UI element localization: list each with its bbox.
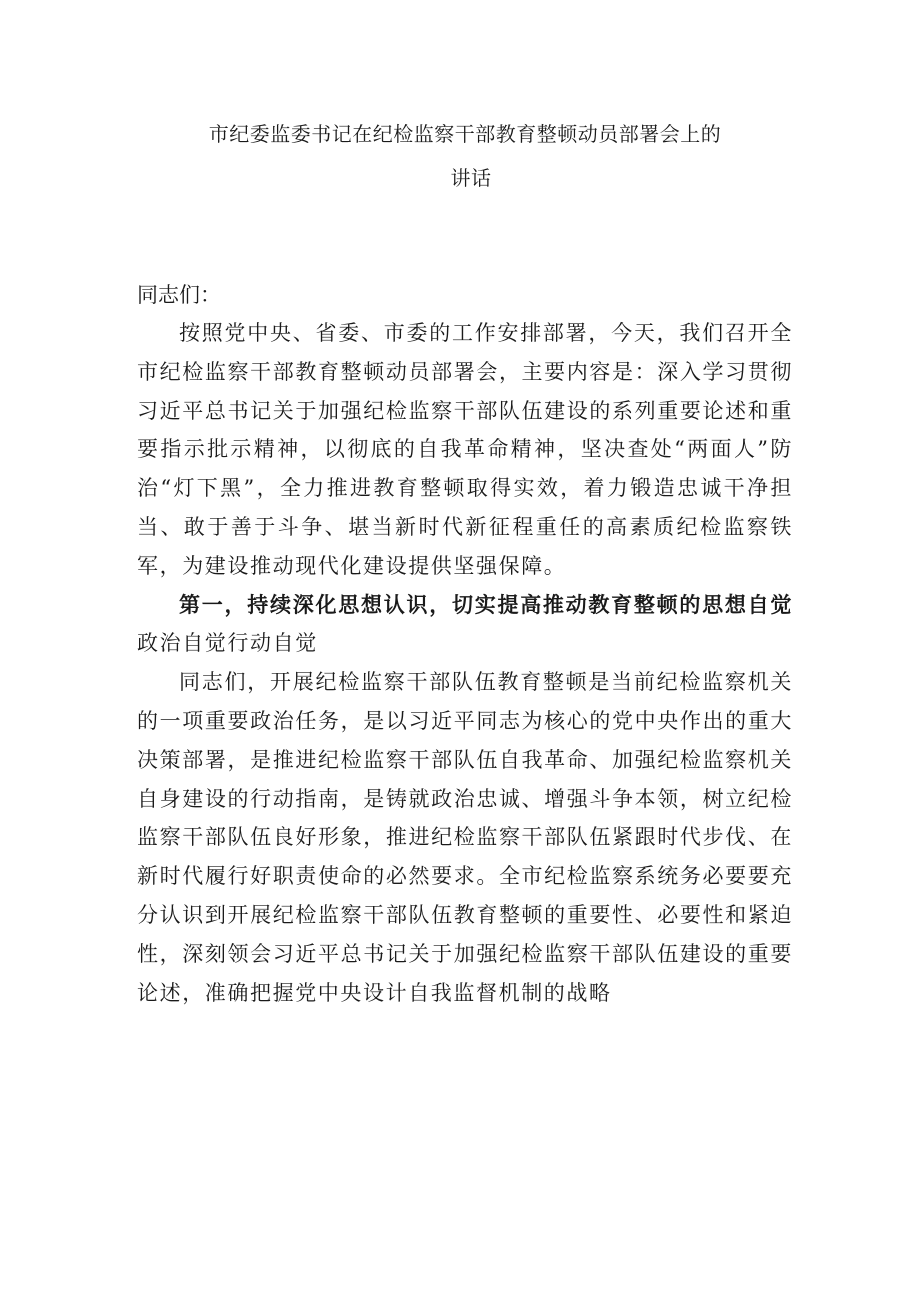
- paragraph-intro: 按照党中央、省委、市委的工作安排部署，今天，我们召开全市纪检监察干部教育整顿动员部署会，主要内容是：深入学习贯彻习近平总书记关于加强纪检监察干部队伍建设的系列重要论述和重要指示批示精神，以彻底的自我革命精神，坚决查处“两面人”防治“灯下黑”，全力推进教育整顿取得实效，着力锻造忠诚干净担当、敢于善于斗争、堪当新时代新征程重任的高素质纪检监察铁军，为建设推动现代化建设提供坚强保障。: [137, 321, 793, 578]
- salutation: 同志们：: [137, 283, 221, 307]
- section-heading-continuation: 政治自觉行动自觉: [137, 631, 318, 656]
- title-line-1: 市纪委监委书记在纪检监察干部教育整顿动员部署会上的: [208, 122, 722, 146]
- paragraph-body: 同志们，开展纪检监察干部队伍教育整顿是当前纪检监察机关的一项重要政治任务，是以习近平同志为核心的党中央作出的重大决策部署，是推进纪检监察干部队伍自我革命、加强纪检监察机关自身建设的行动指南，是铸就政治忠诚、增强斗争本领，树立纪检监察干部队伍良好形象，推进纪检监察干部队伍紧跟时代步伐、在新时代履行好职责使命的必然要求。全市纪检监察系统务必要要充分认识到开展纪检监察干部队伍教育整顿的重要性、必要性和紧迫性，深刻领会习近平总书记关于加强纪检监察干部队伍建设的重要论述，准确把握党中央设计自我监督机制的战略: [137, 670, 793, 1005]
- title-line-2: 讲话: [450, 166, 492, 190]
- section-heading-bold: 第一，持续深化思想认识，切实提高推动教育整顿的思想自觉: [179, 591, 793, 617]
- document-body: [137, 112, 793, 1012]
- document-title: [137, 112, 793, 200]
- section-heading: [137, 586, 793, 664]
